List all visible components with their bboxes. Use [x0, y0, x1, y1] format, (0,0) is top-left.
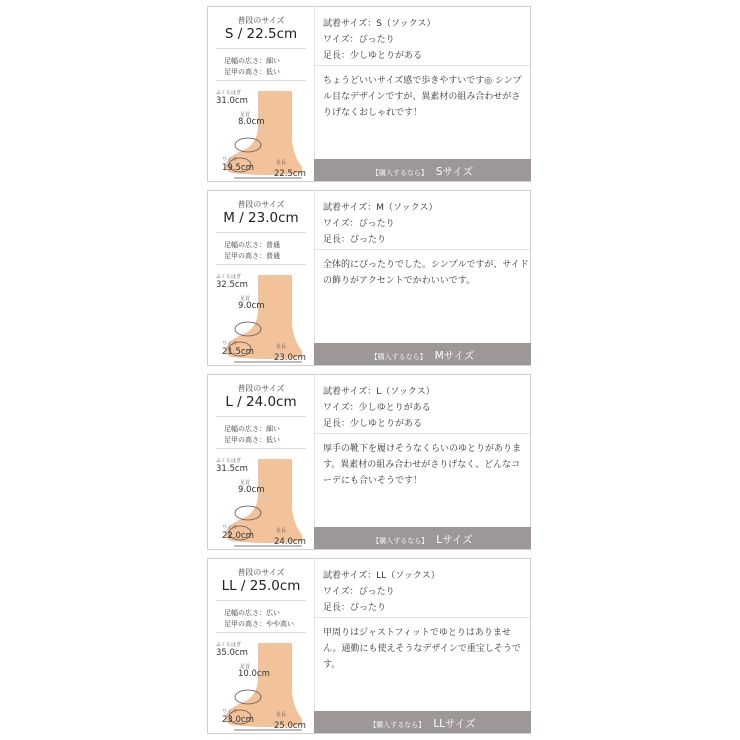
buy-size-l-button[interactable]: [314, 527, 531, 549]
foot-width-text: 足幅の広さ：広い: [224, 609, 280, 617]
instep-height-text: 足甲の高さ：低い: [224, 68, 280, 76]
review-comment: 全体的にぴったりでした。シンプルですが、サイドの飾りがアクセントでかわいいです。: [323, 260, 529, 286]
instep-height-text: 足甲の高さ：普通: [224, 252, 280, 260]
instep-value: 8.0cm: [238, 117, 265, 127]
size-review-card-ll: [207, 558, 531, 734]
buy-size-s-button[interactable]: [314, 159, 531, 181]
usual-size-panel: [208, 7, 315, 181]
calf-value: 31.5cm: [216, 464, 248, 474]
buy-size-m-button[interactable]: [314, 343, 531, 365]
length-value: 22.5cm: [274, 169, 306, 179]
divider: [216, 448, 306, 449]
usual-size-value: S / 22.5cm: [224, 26, 298, 42]
length-value: 24.0cm: [274, 537, 306, 547]
width-value: 22.0cm: [222, 531, 254, 541]
instep-value: 10.0cm: [238, 669, 270, 679]
length-fit-text: 足長：ぴったり: [323, 603, 387, 613]
buy-size-label: Sサイズ: [435, 166, 474, 178]
divider: [216, 416, 306, 417]
foot-width-text: 足幅の広さ：普通: [224, 241, 280, 249]
usual-size-caption: 普段のサイズ: [237, 200, 285, 209]
review-panel: [315, 375, 530, 549]
calf-value: 35.0cm: [216, 648, 248, 658]
length-fit-text: 足長：少しゆとりがある: [323, 51, 423, 61]
buy-size-ll-button[interactable]: [314, 711, 531, 733]
review-comment: ちょうどいいサイズ感で歩きやすいです◎ シンプル目なデザインですが、異素材の組み合わせがさりげなくおしゃれです！: [323, 76, 522, 118]
width-label: ワイズ: [222, 157, 237, 163]
divider: [216, 232, 306, 233]
tried-size-text: 試着サイズ：L（ソックス）: [323, 387, 435, 397]
divider: [216, 48, 306, 49]
instep-label: 足首: [240, 664, 251, 670]
size-review-card-m: [207, 190, 531, 366]
instep-height-text: 足甲の高さ：低い: [224, 436, 280, 444]
divider: [315, 65, 530, 66]
buy-size-label: LLサイズ: [433, 718, 476, 730]
buy-size-label: Mサイズ: [434, 350, 475, 362]
instep-label: 足首: [240, 112, 251, 118]
buy-size-label: Lサイズ: [436, 534, 473, 546]
tried-size-text: 試着サイズ：S（ソックス）: [323, 19, 436, 29]
width-label: ワイズ: [222, 525, 237, 531]
calf-label: ふくらはぎ: [216, 458, 242, 464]
divider: [315, 433, 530, 434]
instep-label: 足首: [240, 480, 251, 486]
instep-value: 9.0cm: [238, 301, 265, 311]
calf-label: ふくらはぎ: [216, 90, 242, 96]
length-label: 足長: [276, 712, 287, 718]
calf-value: 31.0cm: [216, 96, 248, 106]
usual-size-value: LL / 25.0cm: [221, 578, 301, 594]
instep-value: 9.0cm: [238, 485, 265, 495]
calf-label: ふくらはぎ: [216, 642, 242, 648]
buy-prefix: 【購入するなら】: [371, 169, 428, 177]
tried-size-text: 試着サイズ：LL（ソックス）: [323, 571, 440, 581]
buy-prefix: 【購入するなら】: [369, 721, 426, 729]
width-value: 19.5cm: [222, 163, 254, 173]
review-panel: [315, 559, 530, 733]
divider: [216, 264, 306, 265]
usual-size-panel: [208, 559, 315, 733]
tried-size-text: 試着サイズ：M（ソックス）: [323, 203, 438, 213]
review-comment: 厚手の靴下を履けそうなくらいのゆとりがあります。異素材の組み合わせがさりげなく、どんなコーデにも合いそうです！: [323, 444, 522, 486]
divider: [315, 617, 530, 618]
wise-fit-text: ワイズ：ぴったり: [323, 35, 395, 45]
review-comment: 甲周りはジャストフィットでゆとりはありません。通勤にも使えそうなデザインで重宝しそうです。: [323, 628, 521, 670]
divider: [315, 249, 530, 250]
usual-size-caption: 普段のサイズ: [237, 568, 285, 577]
buy-prefix: 【購入するなら】: [372, 537, 429, 545]
divider: [216, 600, 306, 601]
wise-fit-text: ワイズ：ぴったり: [323, 587, 395, 597]
length-value: 23.0cm: [274, 353, 306, 363]
foot-width-text: 足幅の広さ：細い: [224, 57, 280, 65]
calf-label: ふくらはぎ: [216, 274, 242, 280]
length-label: 足長: [276, 344, 287, 350]
wise-fit-text: ワイズ：少しゆとりがある: [323, 403, 431, 413]
divider: [216, 80, 306, 81]
usual-size-panel: [208, 191, 315, 365]
length-fit-text: 足長：少しゆとりがある: [323, 419, 423, 429]
usual-size-caption: 普段のサイズ: [237, 16, 285, 25]
calf-value: 32.5cm: [216, 280, 248, 290]
size-review-card-s: [207, 6, 531, 182]
foot-width-text: 足幅の広さ：細い: [224, 425, 280, 433]
width-label: ワイズ: [222, 341, 237, 347]
usual-size-caption: 普段のサイズ: [237, 384, 285, 393]
usual-size-value: M / 23.0cm: [223, 210, 299, 226]
width-value: 23.0cm: [222, 715, 254, 725]
instep-label: 足首: [240, 296, 251, 302]
usual-size-panel: [208, 375, 315, 549]
buy-prefix: 【購入するなら】: [370, 353, 427, 361]
length-label: 足長: [276, 528, 287, 534]
wise-fit-text: ワイズ：ぴったり: [323, 219, 395, 229]
divider: [216, 632, 306, 633]
width-value: 21.5cm: [222, 347, 254, 357]
instep-height-text: 足甲の高さ：やや高い: [224, 620, 294, 628]
size-review-card-l: [207, 374, 531, 550]
length-fit-text: 足長：ぴったり: [323, 235, 387, 245]
usual-size-value: L / 24.0cm: [225, 394, 297, 410]
length-value: 25.0cm: [274, 721, 306, 731]
length-label: 足長: [276, 160, 287, 166]
width-label: ワイズ: [222, 709, 237, 715]
review-panel: [315, 191, 530, 365]
review-panel: [315, 7, 530, 181]
